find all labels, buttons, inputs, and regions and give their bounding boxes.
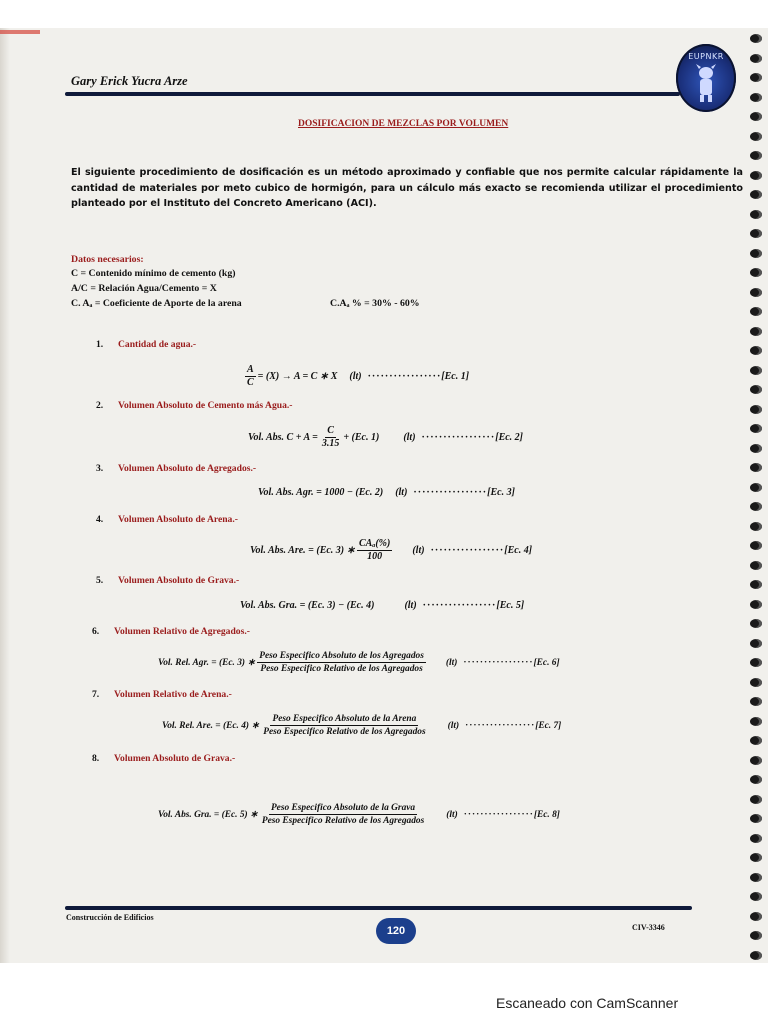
footer-course: Construcción de Edificios xyxy=(66,913,154,922)
equation-ref: [Ec. 6] xyxy=(533,657,560,668)
binding-ring xyxy=(750,93,762,102)
ca-range: C.Aₐ % = 30% - 60% xyxy=(330,298,420,309)
equation-2 xyxy=(248,425,523,450)
step-heading xyxy=(96,575,239,586)
equation-lhs: Vol. Rel. Are. = (Ec. 4) ∗ xyxy=(162,721,260,731)
step-heading xyxy=(96,339,196,350)
logo-text: EUPNKR xyxy=(688,52,724,61)
fraction-numerator: C xyxy=(327,425,334,436)
scanner-watermark: Escaneado con CamScanner xyxy=(496,995,679,1011)
step-title: Volumen Absoluto de Arena.- xyxy=(118,514,238,525)
binding-ring xyxy=(750,775,762,784)
binding-ring xyxy=(750,483,762,492)
binding-ring xyxy=(750,229,762,238)
equation-lhs: Vol. Abs. Are. = (Ec. 3) ∗ xyxy=(250,545,356,556)
fraction-denominator: 100 xyxy=(367,551,383,562)
page-number-badge: 120 xyxy=(376,918,416,944)
equation-unit: (lt) xyxy=(446,809,458,820)
fraction-denominator: Peso Especifico Relativo de los Agregados xyxy=(260,664,423,674)
equation-leader: ················· xyxy=(413,487,488,498)
paper-edge xyxy=(0,28,10,963)
binding-ring xyxy=(750,151,762,160)
binding-ring xyxy=(750,658,762,667)
step-number: 2. xyxy=(96,400,104,411)
fraction xyxy=(245,364,256,389)
equation-ref: [Ec. 1] xyxy=(441,371,470,382)
equation-ref: [Ec. 2] xyxy=(495,432,524,443)
footer-code: CIV-3346 xyxy=(632,923,665,932)
binding-ring xyxy=(750,736,762,745)
equation-unit: (lt) xyxy=(349,371,362,382)
datos-line: C. Aₐ = Coeficiente de Aporte de la arena xyxy=(71,298,242,309)
binding-ring xyxy=(750,814,762,823)
step-title: Volumen Relativo de Agregados.- xyxy=(114,626,250,637)
binding-ring xyxy=(750,931,762,940)
fraction-numerator: A xyxy=(247,364,254,375)
mascot-icon xyxy=(694,64,718,102)
binding-ring xyxy=(750,73,762,82)
binding-ring xyxy=(750,541,762,550)
fraction xyxy=(257,650,426,675)
fraction-denominator: Peso Especifico Relativo de los Agregados xyxy=(263,727,426,737)
margin-mark xyxy=(0,30,40,34)
step-heading xyxy=(96,400,292,411)
fraction-numerator: Peso Especifico Absoluto de la Grava xyxy=(270,803,416,813)
binding-ring xyxy=(750,34,762,43)
step-number: 7. xyxy=(92,689,100,700)
binding-ring xyxy=(750,717,762,726)
binding-ring xyxy=(750,132,762,141)
step-title: Volumen Absoluto de Grava.- xyxy=(118,575,240,586)
fraction xyxy=(260,802,426,827)
step-number: 5. xyxy=(96,575,104,586)
fraction xyxy=(320,425,342,450)
binding-ring xyxy=(750,678,762,687)
binding-ring xyxy=(750,619,762,628)
equation-7 xyxy=(162,713,561,738)
step-number: 6. xyxy=(92,626,100,637)
fraction-numerator: Peso Especifico Absoluto de los Agregados xyxy=(259,651,424,661)
equation-lhs: Vol. Abs. C + A = xyxy=(248,432,318,443)
step-title: Volumen Relativo de Arena.- xyxy=(114,689,232,700)
binding-ring xyxy=(750,268,762,277)
binding-ring xyxy=(750,327,762,336)
binding-ring xyxy=(750,853,762,862)
binding-ring xyxy=(750,288,762,297)
equation-leader: ················· xyxy=(422,600,497,611)
step-heading xyxy=(92,626,250,637)
step-heading xyxy=(96,514,238,525)
binding-ring xyxy=(750,366,762,375)
binding-ring xyxy=(750,561,762,570)
step-heading xyxy=(92,689,232,700)
binding-ring xyxy=(750,385,762,394)
binding-ring xyxy=(750,756,762,765)
footer-rule xyxy=(65,906,692,910)
datos-heading: Datos necesarios: xyxy=(71,254,144,265)
datos-line: A/C = Relación Agua/Cemento = X xyxy=(71,283,217,294)
step-number: 4. xyxy=(96,514,104,525)
equation-body: + (Ec. 1) xyxy=(343,432,380,443)
equation-lhs: Vol. Abs. Agr. = 1000 − (Ec. 2) xyxy=(258,487,384,498)
spiral-binding xyxy=(744,30,768,960)
equation-ref: [Ec. 8] xyxy=(533,809,560,820)
binding-ring xyxy=(750,210,762,219)
binding-ring xyxy=(750,639,762,648)
datos-line: C = Contenido mínimo de cemento (kg) xyxy=(71,268,236,279)
fraction-numerator: Peso Especifico Absoluto de la Arena xyxy=(272,714,417,724)
equation-unit: (lt) xyxy=(404,600,417,611)
step-number: 8. xyxy=(92,753,100,764)
fraction xyxy=(357,538,392,563)
binding-ring xyxy=(750,951,762,960)
equation-body: = (X) → A = C ∗ X xyxy=(257,371,338,382)
binding-ring xyxy=(750,424,762,433)
fraction xyxy=(261,713,427,738)
equation-unit: (lt) xyxy=(445,657,458,668)
equation-8 xyxy=(158,802,560,827)
document-title: DOSIFICACION DE MEZCLAS POR VOLUMEN xyxy=(298,119,509,129)
equation-lhs: Vol. Abs. Gra. = (Ec. 5) ∗ xyxy=(158,810,258,820)
equation-leader: ················· xyxy=(463,657,534,668)
binding-ring xyxy=(750,463,762,472)
step-heading xyxy=(92,753,235,764)
binding-ring xyxy=(750,190,762,199)
binding-ring xyxy=(750,112,762,121)
equation-leader: ················· xyxy=(430,545,505,556)
equation-lhs: Vol. Rel. Agr. = (Ec. 3) ∗ xyxy=(158,658,256,668)
binding-ring xyxy=(750,522,762,531)
binding-ring xyxy=(750,502,762,511)
step-heading xyxy=(96,463,256,474)
equation-unit: (lt) xyxy=(403,432,416,443)
binding-ring xyxy=(750,580,762,589)
equation-leader: ················· xyxy=(421,432,496,443)
equation-lhs: Vol. Abs. Gra. = (Ec. 3) − (Ec. 4) xyxy=(240,600,375,611)
equation-ref: [Ec. 5] xyxy=(496,600,525,611)
header-rule xyxy=(65,92,680,96)
binding-ring xyxy=(750,346,762,355)
equation-5 xyxy=(240,600,524,611)
binding-ring xyxy=(750,892,762,901)
equation-ref: [Ec. 3] xyxy=(487,487,515,498)
binding-ring xyxy=(750,873,762,882)
binding-ring xyxy=(750,834,762,843)
equation-ref: [Ec. 7] xyxy=(535,720,562,731)
binding-ring xyxy=(750,405,762,414)
equation-4 xyxy=(250,538,532,563)
equation-leader: ················· xyxy=(463,809,534,820)
step-title: Volumen Absoluto de Agregados.- xyxy=(118,463,257,474)
binding-ring xyxy=(750,697,762,706)
equation-leader: ················· xyxy=(367,371,442,382)
binding-ring xyxy=(750,249,762,258)
equation-3 xyxy=(258,487,515,498)
binding-ring xyxy=(750,171,762,180)
equation-6 xyxy=(158,650,560,675)
binding-ring xyxy=(750,912,762,921)
intro-paragraph: El siguiente procedimiento de dosificación es un método aproximado y confiable que nos permite calcular rápidamente la cantidad de materiales por meto cubico de hormigón, para un cálculo más exacto se recomienda utilizar el procedimiento planteado por el Instituto del Concreto Americano (ACI). xyxy=(71,167,743,209)
equation-unit: (lt) xyxy=(395,487,408,498)
university-logo xyxy=(676,44,736,112)
step-title: Volumen Absoluto de Cemento más Agua.- xyxy=(118,400,293,411)
fraction-denominator: 3.15 xyxy=(321,438,340,449)
binding-ring xyxy=(750,444,762,453)
author-name: Gary Erick Yucra Arze xyxy=(71,74,188,88)
equation-unit: (lt) xyxy=(447,720,460,731)
equation-ref: [Ec. 4] xyxy=(504,545,533,556)
equation-1 xyxy=(243,364,469,389)
binding-ring xyxy=(750,795,762,804)
step-title: Cantidad de agua.- xyxy=(118,339,197,350)
step-number: 1. xyxy=(96,339,104,350)
fraction-denominator: Peso Especifico Relativo de los Agregados xyxy=(261,816,425,826)
step-number: 3. xyxy=(96,463,104,474)
step-title: Volumen Absoluto de Grava.- xyxy=(114,753,236,764)
equation-leader: ················· xyxy=(465,720,536,731)
binding-ring xyxy=(750,307,762,316)
fraction-numerator: CAₐ(%) xyxy=(359,538,391,549)
equation-unit: (lt) xyxy=(412,545,425,556)
binding-ring xyxy=(750,600,762,609)
fraction-denominator: C xyxy=(247,377,254,388)
binding-ring xyxy=(750,54,762,63)
